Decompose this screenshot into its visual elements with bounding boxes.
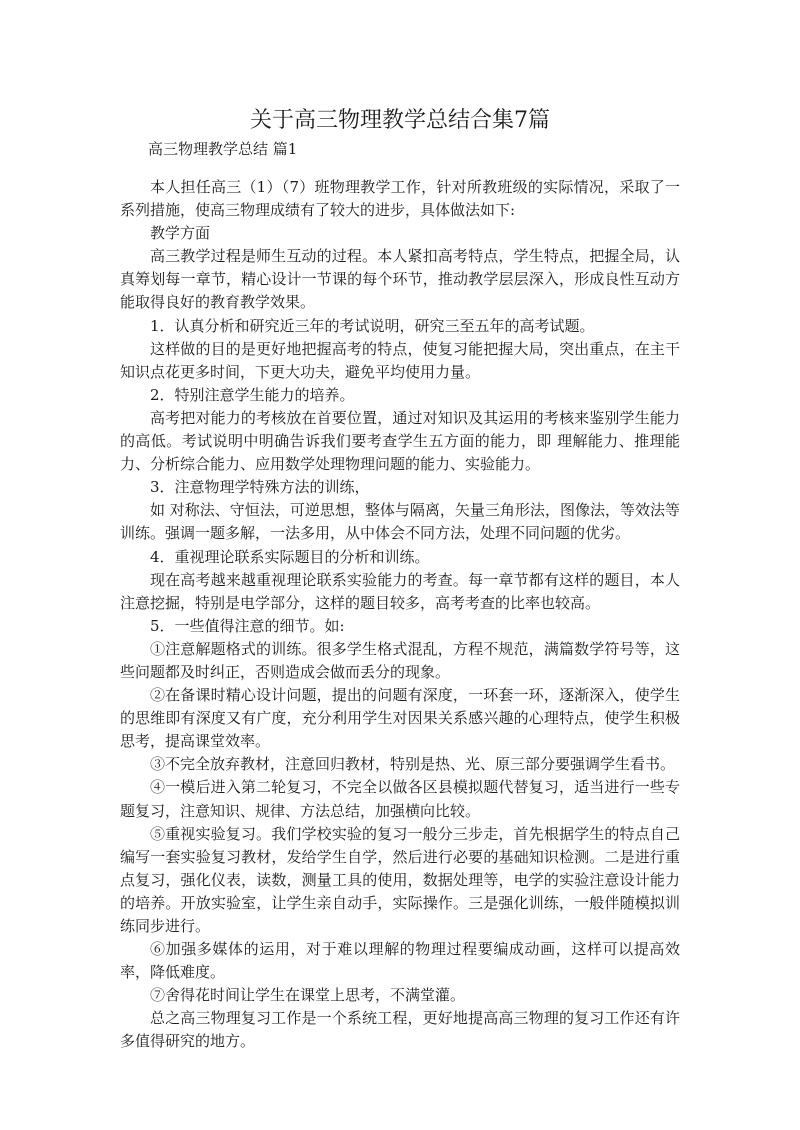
paragraph: 这样做的目的是更好地把握高考的特点，使复习能把握大局，突出重点，在主干知识点花更多时间，下更大功夫，避免平均使用力量。	[120, 339, 680, 381]
paragraph: 高三教学过程是师生互动的过程。本人紧扣高考特点，学生特点，把握全局，认真筹划每一章节，精心设计一节课的每个环节，推动教学层层深入，形成良性互动方能取得良好的教育教学效果。	[120, 247, 680, 312]
paragraph: 现在高考越来越重视理论联系实验能力的考查。每一章节都有这样的题目，本人注意挖掘，特别是电学部分，这样的题目较多，高考考查的比率也较高。	[120, 570, 680, 612]
document-title: 关于高三物理教学总结合集7篇	[250, 108, 550, 133]
paragraph: 如 对称法、守恒法，可逆思想，整体与隔离，矢量三角形法，图像法，等效法等训练。强调一题多解，一法多用，从中体会不同方法，处理不同问题的优劣。	[120, 501, 680, 543]
document-subtitle: 高三物理教学总结 篇1	[148, 140, 298, 158]
list-item: ⑦舍得花时间让学生在课堂上思考，不满堂灌。	[150, 986, 466, 1005]
paragraph-heading: 3．注意物理学特殊方法的训练，	[150, 478, 370, 497]
paragraph-heading: 5．一些值得注意的细节。如:	[150, 616, 345, 635]
list-item: ①注意解题格式的训练。很多学生格式混乱，方程不规范，满篇数学符号等，这些问题都及时纠正，否则造成会做而丢分的现象。	[120, 639, 680, 681]
list-item: ②在备课时精心设计问题，提出的问题有深度，一环套一环，逐渐深入，使学生的思维即有深度又有广度，充分利用学生对因果关系感兴趣的心理特点，使学生积极思考，提高课堂效率。	[120, 686, 680, 751]
paragraph: 高考把对能力的考核放在首要位置，通过对知识及其运用的考核来鉴别学生能力的高低。考试说明中明确告诉我们要考查学生五方面的能力，即 理解能力、推理能力、分析综合能力、应用数学处理物理问题的能力、实验能力。	[120, 408, 680, 474]
paragraph-heading: 4．重视理论联系实际题目的分析和训练。	[150, 547, 430, 566]
paragraph-heading: 1．认真分析和研究近三年的考试说明，研究三至五年的高考试题。	[150, 316, 595, 335]
list-item: ③不完全放弃教材，注意回归教材，特别是热、光、原三部分要强调学生看书。	[150, 755, 676, 774]
list-item: ⑤重视实验复习。我们学校实验的复习一般分三步走，首先根据学生的特点自己编写一套实验复习教材，发给学生自学，然后进行必要的基础知识检测。二是进行重点复习，强化仪表，读数，测量工具的使用，数据处理等，电学的实验注意设计能力的培养。开放实验室，让学生亲自动手，实际操作。三是强化训练，一般伴随模拟训练同步进行。	[120, 824, 680, 935]
list-item: ④一模后进入第二轮复习，不完全以做各区县模拟题代替复习，适当进行一些专题复习，注意知识、规律、方法总结，加强横向比较。	[120, 778, 680, 820]
paragraph-heading: 2．特别注意学生能力的培养。	[150, 385, 355, 404]
paragraph: 本人担任高三（1）（7）班物理教学工作，针对所教班级的实际情况，采取了一系列措施，使高三物理成绩有了较大的进步，具体做法如下:	[120, 178, 680, 220]
paragraph-conclusion: 总之高三物理复习工作是一个系统工程，更好地提高高三物理的复习工作还有许多值得研究的地方。	[120, 1009, 680, 1051]
list-item: ⑥加强多媒体的运用，对于难以理解的物理过程要编成动画，这样可以提高效率，降低难度。	[120, 940, 680, 982]
paragraph-heading: 教学方面	[150, 224, 211, 243]
document-body	[120, 176, 680, 1054]
